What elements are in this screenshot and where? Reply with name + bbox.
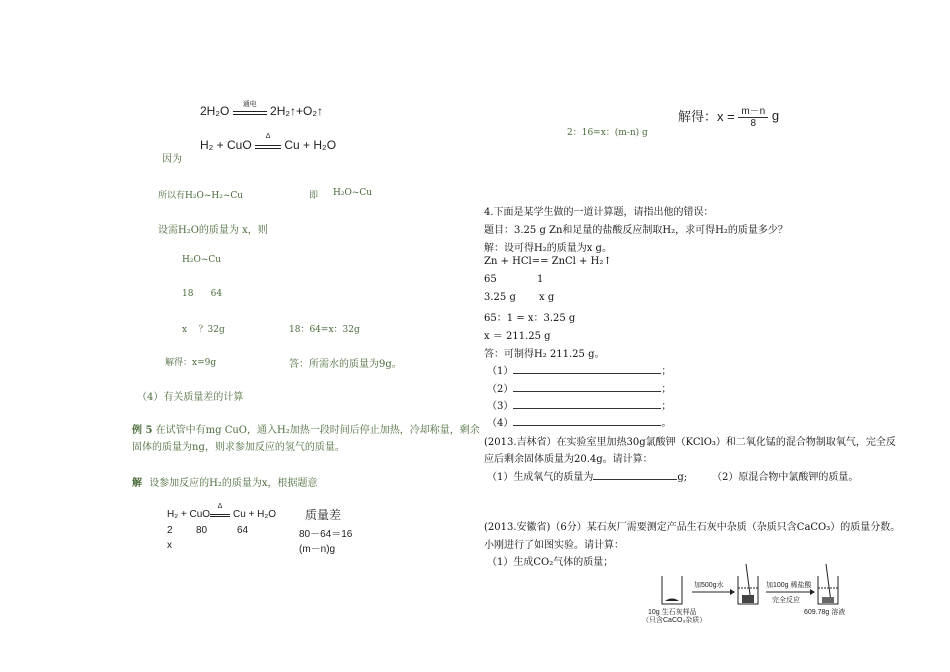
anhui-text-1: (2013.安徽省)（6分）某石灰厂需要测定产品生石灰中杂质（杂质只含CaCO₃）的质量分数。: [484, 522, 901, 533]
ji-label: 即: [309, 191, 319, 201]
jilin-text-1: (2013.吉林省）在实验室里加热30g氯酸钾（KClO₃）和二氧化锰的混合物制取氧气，完全反: [484, 437, 896, 448]
blank-1-field[interactable]: [513, 363, 661, 374]
let-line: 设需H₂O的质量为 x，则: [158, 225, 268, 236]
proportion-line: 2：16=x：(m-n) g: [567, 128, 648, 138]
because-label: 因为: [162, 154, 182, 165]
fig-add-water: 加500g水: [694, 582, 724, 589]
blank-3-end: ；: [661, 401, 672, 412]
result-fraction: [678, 102, 779, 129]
fig-sample-1: 10g 生石灰样品: [648, 609, 697, 616]
q4-mass-a: 65: [484, 274, 497, 285]
blank-1-label: （1）: [487, 366, 514, 377]
fig-sample-2: （只含CaCO₃杂质）: [642, 617, 707, 624]
fig-solution: 609.78g 溶液: [804, 609, 846, 616]
equation-reduction: [200, 132, 337, 153]
blank-line-2[interactable]: [487, 380, 671, 395]
ji-relation: H₂O~Cu: [333, 188, 373, 198]
example-label: 例 5: [132, 425, 153, 436]
blank-2-label: （2）: [487, 384, 514, 395]
blank-line-3[interactable]: [487, 397, 671, 412]
table-r1-c2: 80: [196, 525, 208, 536]
example-5: [132, 421, 480, 436]
jilin-q1: [487, 468, 687, 483]
molar-masses: 18 64: [182, 289, 223, 299]
table-eq-cond: Δ: [217, 503, 223, 510]
blank-4-label: （4）: [487, 418, 514, 429]
table-eq-rhs: Cu + H₂O: [233, 509, 277, 520]
table-eq-arrow: [210, 503, 230, 510]
anhui-text-2: 小刚进行了如图实验。请计算：: [484, 540, 624, 551]
blank-4-field[interactable]: [513, 415, 661, 426]
experiment-figure: [632, 562, 852, 624]
q4-equation: Zn + HCl== ZnCl + H₂↑: [484, 256, 612, 267]
eq2-arrow: [255, 132, 281, 153]
q4-val-b: x g: [539, 292, 555, 303]
so-line: 所以有H₂O~H₂~Cu: [158, 191, 244, 201]
anhui-q1: （1）生成CO₂气体的质量；: [487, 557, 614, 568]
solution-text: 设参加反应的H₂的质量为x，根据题意: [149, 478, 318, 489]
eq2-lhs: H₂ + CuO: [200, 138, 252, 152]
mass-diff-table: [167, 503, 397, 553]
q4-ratio: 65：1 = x：3.25 g: [484, 313, 576, 324]
blank-3-field[interactable]: [513, 398, 661, 409]
jilin-q1-end: g;: [677, 472, 688, 483]
table-diff-head: 质量差: [305, 508, 342, 522]
section-title: （4）有关质量差的计算: [137, 392, 244, 403]
ratio-row: 18：64=x：32g: [289, 325, 360, 335]
fig-complete: 完全反应: [772, 597, 800, 604]
solution-label: 解: [132, 478, 142, 489]
eq1-lhs: 2H₂O: [200, 104, 230, 118]
blank-2-end: ；: [661, 384, 672, 395]
fraction: [738, 102, 768, 129]
fraction-numerator: m－n: [738, 102, 768, 118]
blank-line-1[interactable]: [487, 362, 671, 377]
q4-mass-b: 1: [537, 274, 544, 285]
eq2-rhs: Cu + H₂O: [284, 138, 337, 152]
fig-add-acid: 加100g 稀盐酸: [766, 582, 812, 589]
jilin-q1-blank[interactable]: [593, 469, 677, 480]
blank-4-end: 。: [661, 418, 672, 429]
result-label: 解得：x =: [678, 109, 735, 124]
jilin-q2: （2）原混合物中氯酸钾的质量。: [712, 472, 859, 483]
table-r1-c3: 64: [237, 525, 249, 536]
table-eq-lhs: H₂ + CuO: [167, 509, 211, 520]
eq1-condition: 通电: [242, 100, 257, 108]
relation-2: H₂O~Cu: [182, 255, 222, 265]
values-row: x ？32g: [182, 325, 225, 335]
q4-x: x ＝ 211.25 g: [484, 331, 551, 342]
fraction-denominator: 8: [750, 118, 757, 129]
result-unit: g: [771, 108, 780, 123]
q4-val-a: 3.25 g: [484, 292, 516, 303]
jilin-text-2: 应后剩余固体质量为20.4g。请计算：: [484, 454, 653, 465]
example-text-1: 在试管中有mg CuO，通入H₂加热一段时间后停止加热，冷却称量，剩余: [155, 425, 480, 436]
eq1-arrow: [233, 100, 267, 119]
table-r1-c4: 80－64＝16: [299, 529, 353, 540]
table-r2-c2: (m－n)g: [299, 544, 336, 555]
q4-problem: 题目：3.25 g Zn和足量的盐酸反应制取H₂，求可得H₂的质量多少？: [484, 225, 788, 236]
solution-line: [132, 474, 318, 489]
jilin-q1-label: （1）生成氧气的质量为: [487, 472, 594, 483]
equation-electrolysis: [200, 100, 324, 119]
blank-2-field[interactable]: [513, 381, 661, 392]
eq1-rhs: 2H₂↑+O₂↑: [270, 104, 324, 118]
blank-1-end: ；: [661, 366, 672, 377]
table-r1-c1: 2: [167, 525, 173, 536]
q4-title: 4.下面是某学生做的一道计算题，请指出他的错误：: [484, 207, 714, 218]
solve-row: 解得：x=9g: [165, 358, 217, 368]
table-r2-c1: x: [167, 540, 172, 551]
answer-row: 答：所需水的质量为9g。: [289, 359, 402, 370]
example-text-2: 固体的质量为ng，则求参加反应的氢气的质量。: [132, 442, 345, 453]
blank-line-4[interactable]: [487, 414, 671, 429]
q4-solution-1: 解：设可得H₂的质量为x g。: [484, 243, 612, 254]
eq2-condition: Δ: [265, 132, 271, 140]
q4-answer: 答：可制得H₂ 211.25 g。: [484, 349, 605, 360]
blank-3-label: （3）: [487, 401, 514, 412]
